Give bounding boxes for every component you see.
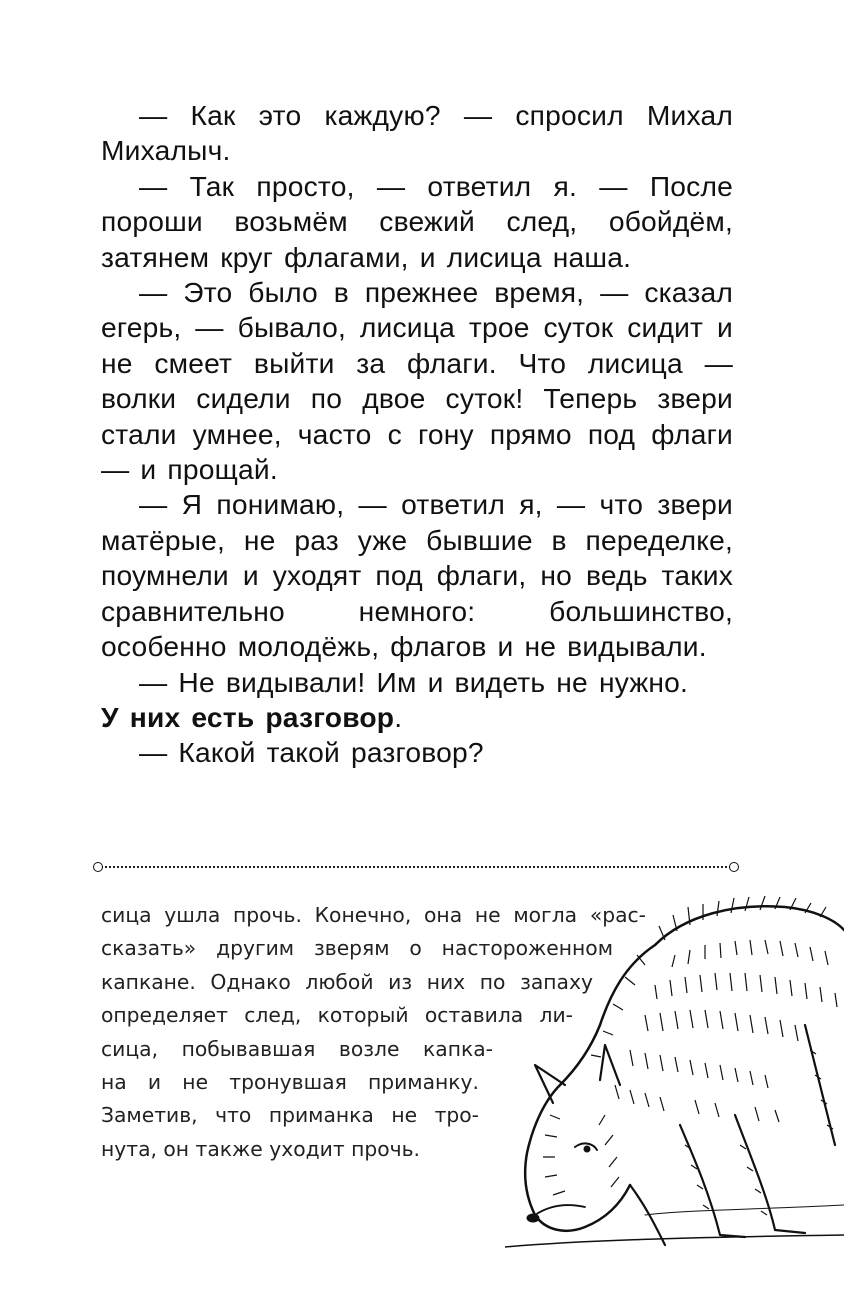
- side-note-line: сица, побывавшая возле капка-: [101, 1036, 493, 1061]
- side-note-line: сица ушла прочь. Конечно, она не могла «рас-: [101, 903, 646, 927]
- side-note-line: сказать» другим зверям о настороженном: [101, 936, 613, 961]
- side-note-line: нута, он также уходит прочь.: [101, 1136, 421, 1161]
- side-note-line: Заметив, что приманка не тро-: [101, 1103, 479, 1128]
- side-note-line: капкане. Однако любой из них по запаху: [101, 969, 593, 994]
- paragraph-6: [101, 700, 733, 735]
- paragraph-5: — Не видывали! Им и видеть не нужно.: [139, 665, 689, 698]
- bold-phrase: У них есть разговор: [101, 700, 395, 733]
- paragraph-6-end: .: [394, 700, 403, 733]
- paragraph-7: — Какой такой разговор?: [139, 736, 484, 769]
- divider-right-circle-icon: [729, 862, 739, 872]
- paragraph-1: — Как это каждую? — спросил Михал Михалыч.: [101, 99, 733, 167]
- side-note-line: определяет след, который оставила ли-: [101, 1003, 573, 1028]
- paragraph-3: — Это было в прежнее время, — сказал егерь, — бывало, лисица трое суток сидит и не смеет выйти за флаги. Что лисица — волки сидели по двое суток! Теперь звери стали умнее, часто с гону прямо под флаги — и прощай.: [101, 276, 733, 486]
- paragraph-4: — Я понимаю, — ответил я, — что звери матёрые, не раз уже бывшие в переделке, поумнели и уходят под флаги, но ведь таких сравнительно немного: большинство, особенно молодёжь, флагов и не видывали.: [101, 488, 733, 663]
- divider-left-circle-icon: [93, 862, 103, 872]
- paragraph-2: — Так просто, — ответил я. — После пороши возьмём свежий след, обойдём, затянем круг флагами, и лисица наша.: [101, 169, 733, 273]
- wolf-illustration: [505, 885, 844, 1257]
- dotted-divider: [101, 866, 731, 868]
- side-note-line: на и не тронувшая приманку.: [101, 1070, 479, 1095]
- main-text: [101, 98, 733, 771]
